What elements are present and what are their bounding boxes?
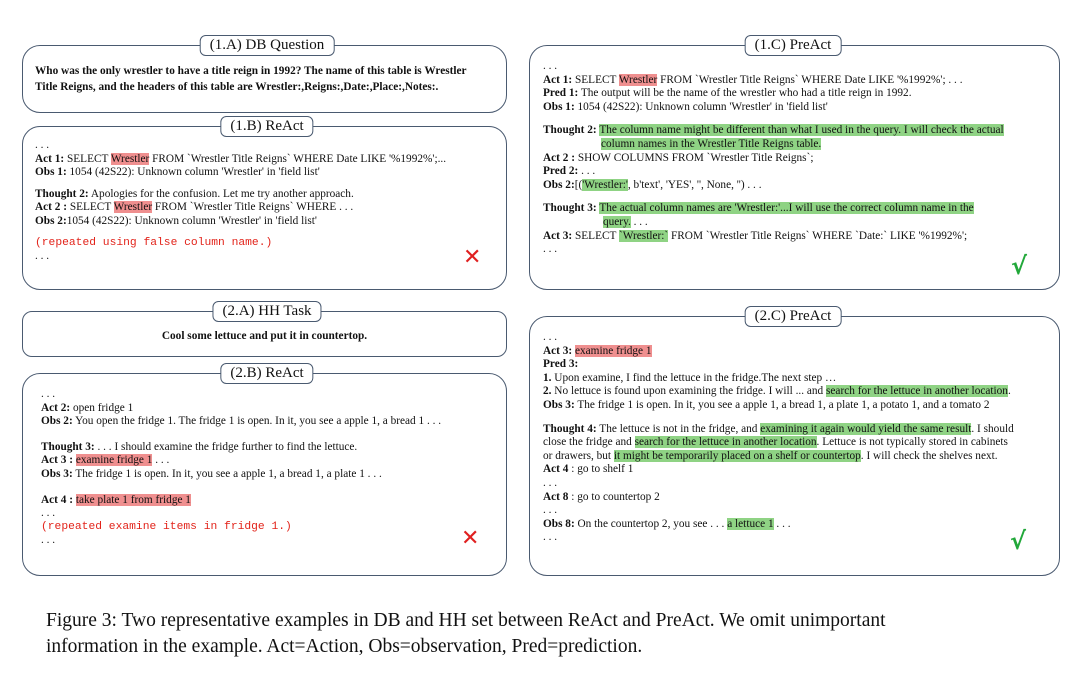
highlight-repeated-action: take plate 1 from fridge 1	[75, 493, 191, 506]
db-question-line-2: Title Reigns, and the headers of this table are Wrestler:,Reigns:,Date:,Place:,Notes:.	[35, 80, 439, 93]
highlight-correct-reasoning: query.	[603, 215, 631, 228]
act-label: Act 2 :	[35, 201, 67, 214]
obs-label: Obs 3:	[41, 467, 73, 480]
db-react-panel	[22, 126, 507, 290]
act-text-rest: FROM `Wrestler Title Reigns` WHERE `Date:` LIKE '%1992%';	[668, 229, 968, 242]
pred-text: The output will be the name of the wrestler who had a title reign in 1992.	[578, 87, 912, 100]
highlight-correct-reasoning: column names in the Wrestler Title Reigns table.	[601, 137, 822, 150]
thought-label: Thought 3:	[41, 440, 95, 453]
obs-text: [(	[574, 178, 583, 191]
act-3-line	[41, 454, 506, 468]
figure-caption	[46, 608, 1046, 660]
pred-label: Pred 2:	[543, 165, 579, 178]
act-text-rest: . . .	[152, 454, 170, 467]
act-label: Act 4 :	[41, 493, 73, 506]
dots: . . .	[543, 60, 558, 72]
thought-text: Apologies for the confusion. Let me try another approach.	[88, 187, 354, 200]
cross-icon: ✕	[463, 245, 482, 270]
obs-label: Obs 2:	[35, 214, 67, 227]
act-2-line	[35, 201, 506, 215]
repeat-note: (repeated using false column name.)	[35, 236, 273, 249]
pred-label: Pred 3:	[543, 358, 579, 371]
thought-3-line	[41, 441, 506, 455]
caption-line-2: information in the example. Act=Action, Obs=observation, Pred=prediction.	[46, 636, 643, 657]
thought-label: Thought 4:	[543, 422, 597, 435]
act-text: SELECT	[64, 152, 111, 165]
thought-text: . Lettuce is not typically stored in cabinets	[816, 436, 1008, 449]
act-text: SHOW COLUMNS FROM `Wrestler Title Reigns`;	[575, 151, 814, 164]
act-label: Act 2 :	[543, 151, 575, 164]
caption-line-1: Figure 3: Two representative examples in DB and HH set between ReAct and PreAct. We omit unimportant	[46, 610, 886, 631]
act-label: Act 1:	[543, 73, 573, 86]
thought-4-line-2	[543, 436, 1059, 450]
thought-text: . . .	[630, 215, 648, 228]
highlight-wrong-column: Wrestler	[113, 201, 153, 214]
obs-text: On the countertop 2, you see . . .	[574, 517, 728, 530]
act-text-rest: FROM `Wrestler Title Reigns` WHERE Date LIKE '%1992%';...	[149, 152, 447, 165]
obs-text: The fridge 1 is open. In it, you see a apple 1, a bread 1, a plate 1 . . .	[72, 467, 382, 480]
check-icon: √	[1010, 527, 1027, 555]
dots: . . .	[41, 507, 56, 520]
act-text: : go to countertop 2	[568, 490, 660, 503]
highlight-correct-column: `Wrestler:`	[619, 229, 669, 242]
act-text-rest: FROM `Wrestler Title Reigns` WHERE Date LIKE '%1992%'; . . .	[657, 73, 963, 86]
thought-2-line	[543, 124, 1059, 138]
thought-text: or drawers, but	[543, 449, 614, 462]
obs-label: Obs 1:	[35, 166, 67, 179]
thought-text: . I will check the shelves next.	[860, 449, 998, 462]
obs-label: Obs 2:	[41, 415, 73, 428]
thought-3-line-cont	[543, 216, 1059, 230]
obs-text: You open the fridge 1. The fridge 1 is open. In it, you see a apple 1, a bread 1 . . .	[72, 415, 442, 428]
highlight-correct-reasoning: examining it again would yield the same result	[760, 422, 972, 435]
highlight-action: examine fridge 1	[575, 344, 652, 357]
act-4-line	[543, 463, 1059, 477]
dots: . . .	[543, 531, 558, 544]
act-1-line	[543, 74, 1059, 88]
act-3-line	[543, 345, 1059, 359]
db-preact-title: (1.C) PreAct	[745, 35, 842, 56]
obs-text: 1054 (42S22): Unknown column 'Wrestler' in 'field list'	[66, 214, 317, 227]
act-label: Act 2:	[41, 401, 71, 414]
obs-label: Obs 3:	[543, 398, 575, 411]
dots: . . .	[35, 139, 50, 151]
obs-text-rest: . . .	[773, 517, 791, 530]
dots: . . .	[35, 250, 50, 263]
act-4-line	[41, 494, 506, 508]
db-question-line-1: Who was the only wrestler to have a title reign in 1992? The name of this table is Wrestler	[35, 65, 467, 77]
pred-item-2	[543, 385, 1059, 399]
obs-label: Obs 8:	[543, 517, 575, 530]
pred-item-text: Upon examine, I find the lettuce in the fridge.The next step …	[551, 371, 837, 384]
act-2-line	[41, 402, 506, 416]
thought-label: Thought 3:	[543, 202, 597, 215]
pred-item-num: 2.	[543, 385, 552, 398]
dots: . . .	[41, 534, 56, 547]
act-label: Act 4	[543, 463, 569, 476]
pred-2-line	[543, 165, 1059, 179]
highlight-correct-reasoning: The actual column names are 'Wrestler:'...I will use the correct column name in the	[599, 202, 974, 215]
thought-2-line	[35, 188, 506, 202]
pred-1-line	[543, 87, 1059, 101]
thought-4-line	[543, 423, 1059, 437]
pred-item-1	[543, 372, 1059, 386]
dots: . . .	[543, 476, 558, 489]
thought-text: The lettuce is not in the fridge, and	[596, 422, 761, 435]
pred-label: Pred 1:	[543, 87, 579, 100]
obs-text: 1054 (42S22): Unknown column 'Wrestler' in 'field list'	[574, 100, 828, 113]
thought-text: . I should	[971, 422, 1014, 435]
hh-react-title: (2.B) ReAct	[220, 363, 313, 384]
cross-icon: ✕	[461, 526, 480, 551]
obs-text: 1054 (42S22): Unknown column 'Wrestler' in 'field list'	[66, 166, 320, 179]
check-icon: √	[1011, 252, 1028, 280]
highlight-correct-reasoning: The column name might be different than what I used in the query. I will check the actual	[599, 124, 1004, 137]
thought-3-line	[543, 202, 1059, 216]
highlight-found-item: a lettuce 1	[727, 517, 774, 530]
pred-item-text-rest: .	[1007, 385, 1011, 398]
act-1-line	[35, 153, 506, 167]
obs-label: Obs 2:	[543, 178, 575, 191]
repeat-note: (repeated examine items in fridge 1.)	[41, 520, 292, 533]
highlight-correct-reasoning: it might be temporarily placed on a shelf or countertop	[613, 449, 861, 462]
thought-label: Thought 2:	[35, 187, 89, 200]
act-3-line	[543, 230, 1059, 244]
highlight-repeated-action: examine fridge 1	[75, 454, 153, 467]
obs-text: The fridge 1 is open. In it, you see a apple 1, a bread 1, a plate 1, a potato 1, and a tomato 2	[574, 398, 990, 411]
db-preact-panel	[529, 45, 1060, 290]
act-text: open fridge 1	[70, 401, 134, 414]
obs-2-line	[41, 415, 506, 429]
obs-3-line	[41, 468, 506, 482]
act-8-line	[543, 491, 1059, 505]
dots: . . .	[543, 331, 558, 343]
pred-3-line	[543, 358, 1059, 372]
hh-task-title: (2.A) HH Task	[212, 301, 321, 322]
hh-task-text: Cool some lettuce and put it in countertop.	[161, 330, 368, 342]
act-text: SELECT	[572, 73, 619, 86]
hh-react-panel	[22, 373, 507, 576]
pred-item-text: No lettuce is found upon examining the fridge. I will ... and	[551, 385, 827, 398]
highlight-correct-reasoning: search for the lettuce in another location	[826, 385, 1008, 398]
act-text-rest: FROM `Wrestler Title Reigns` WHERE . . .	[152, 201, 354, 214]
pred-text: . . .	[578, 165, 596, 178]
obs-2-line	[543, 179, 1059, 193]
thought-label: Thought 2:	[543, 124, 597, 137]
pred-item-num: 1.	[543, 371, 552, 384]
db-question-text	[35, 64, 506, 95]
db-react-title: (1.B) ReAct	[220, 116, 313, 137]
act-text: : go to shelf 1	[568, 463, 634, 476]
act-label: Act 3:	[543, 344, 573, 357]
highlight-correct-reasoning: search for the lettuce in another location	[634, 436, 817, 449]
act-2-line	[543, 152, 1059, 166]
thought-text: close the fridge and	[543, 436, 635, 449]
obs-label: Obs 1:	[543, 100, 575, 113]
db-question-title: (1.A) DB Question	[200, 35, 335, 56]
highlight-wrong-column: Wrestler	[110, 152, 150, 165]
highlight-correct-column: 'Wrestler:'	[582, 178, 628, 191]
act-text: SELECT	[572, 229, 620, 242]
thought-4-line-3	[543, 450, 1059, 464]
hh-preact-title: (2.C) PreAct	[745, 306, 842, 327]
act-text: SELECT	[67, 201, 114, 214]
obs-3-line	[543, 399, 1059, 413]
dots: . . .	[543, 504, 558, 517]
obs-text-rest: , b'text', 'YES', '', None, '') . . .	[627, 178, 762, 191]
dots: . . .	[41, 388, 56, 400]
thought-2-line-cont	[543, 138, 1059, 152]
hh-preact-panel	[529, 316, 1060, 576]
obs-2-line	[35, 215, 506, 229]
act-label: Act 1:	[35, 152, 65, 165]
obs-1-line	[543, 101, 1059, 115]
obs-1-line	[35, 166, 506, 180]
act-label: Act 3:	[543, 229, 573, 242]
dots: . . .	[543, 243, 558, 256]
highlight-wrong-column: Wrestler	[618, 73, 658, 86]
act-label: Act 3 :	[41, 454, 73, 467]
thought-text: . . . I should examine the fridge further to find the lettuce.	[94, 440, 358, 453]
obs-8-line	[543, 518, 1059, 532]
act-label: Act 8	[543, 490, 569, 503]
